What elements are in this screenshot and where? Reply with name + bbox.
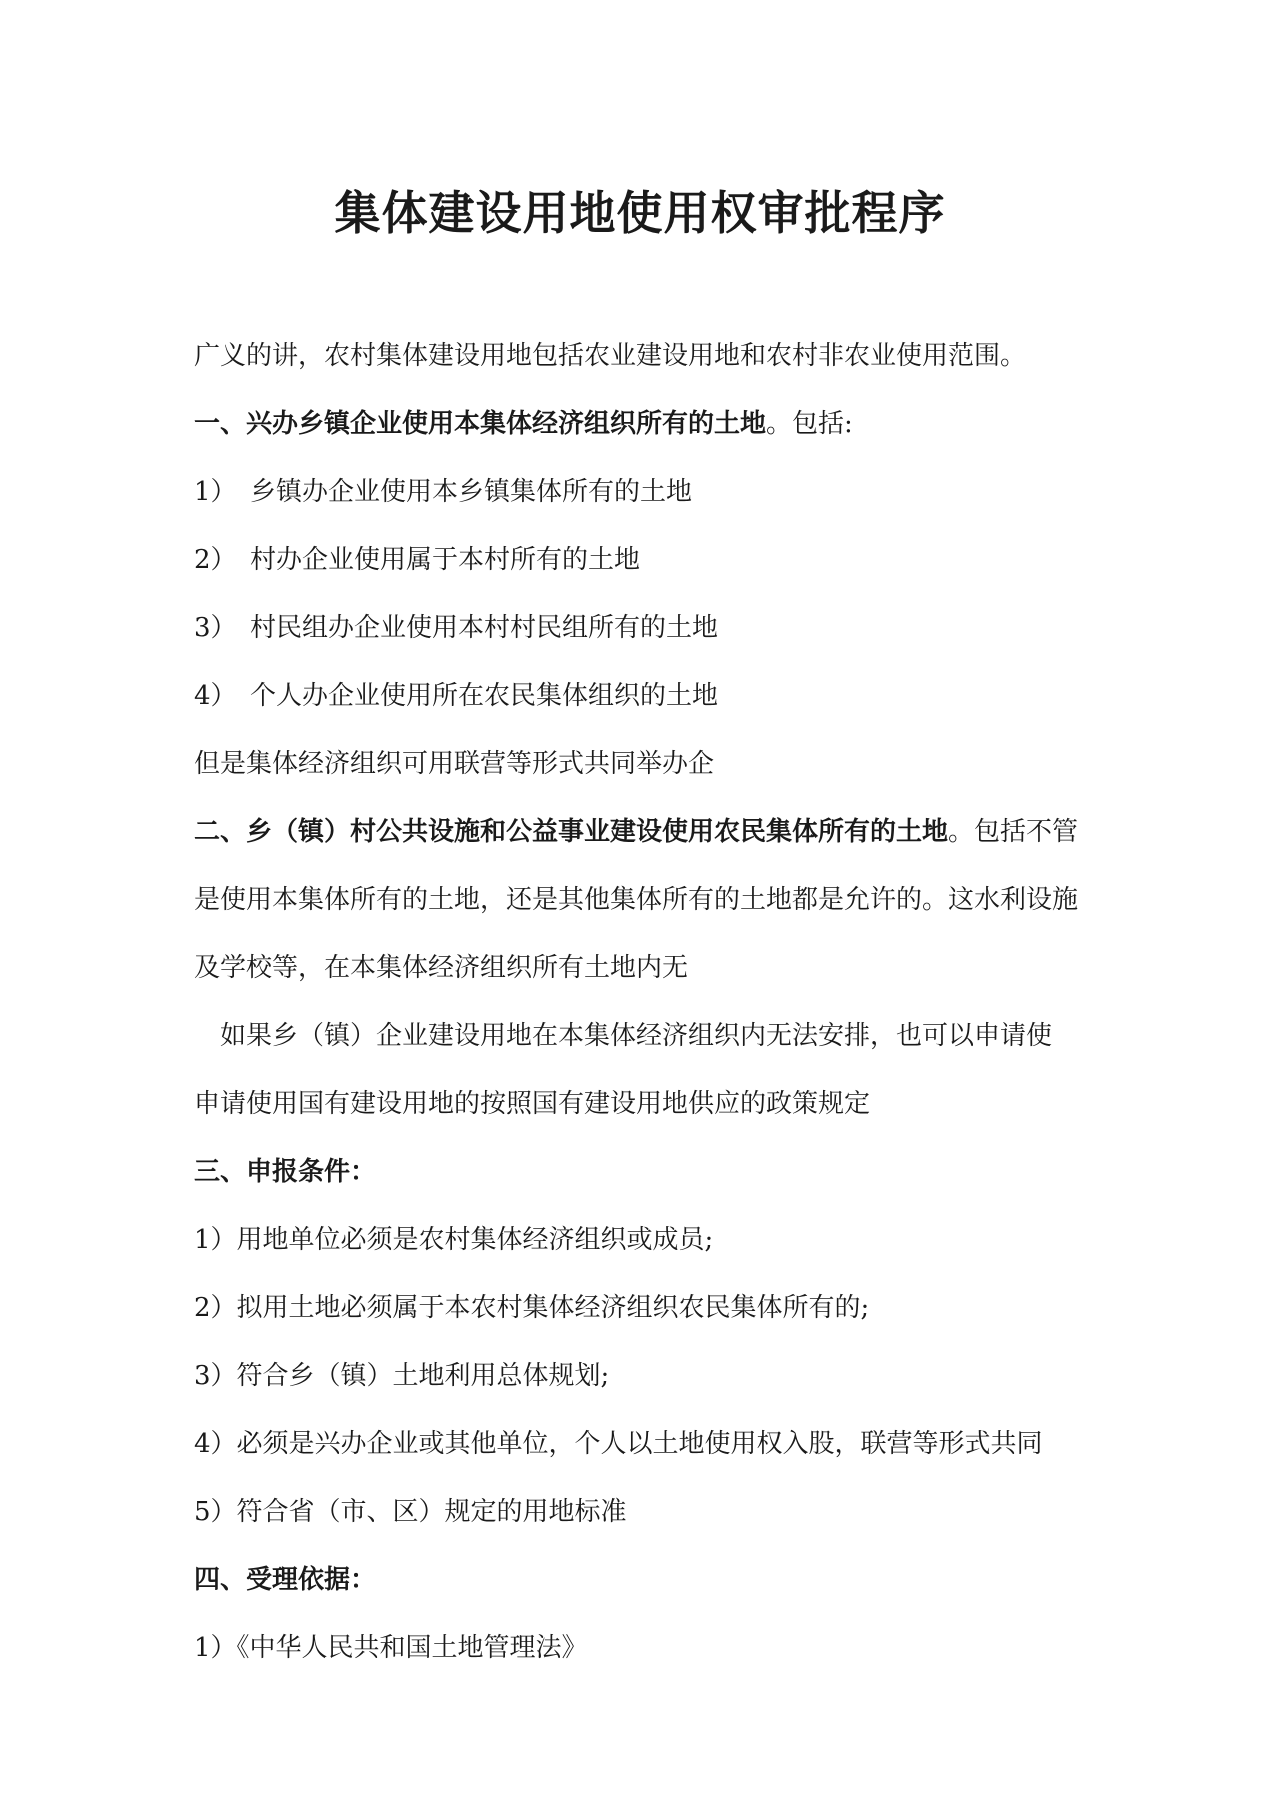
section-1-note: 但是集体经济组织可用联营等形式共同举办企 [194, 749, 715, 779]
item-number: 4） [194, 681, 237, 711]
section-1-item [194, 472, 692, 512]
condition-item: 2）拟用土地必须属于本农村集体经济组织农民集体所有的; [194, 1293, 870, 1323]
section-1-item [194, 540, 640, 580]
section-4-heading: 四、受理依据： [194, 1565, 377, 1595]
condition-item: 5）符合省（市、区）规定的用地标准 [194, 1497, 627, 1527]
section-2-line [194, 812, 1078, 852]
item-text: 乡镇办企业使用本乡镇集体所有的土地 [250, 477, 693, 507]
document-title: 集体建设用地使用权审批程序 [334, 186, 946, 240]
item-text: 村民组办企业使用本村村民组所有的土地 [250, 613, 719, 643]
item-text: 个人办企业使用所在农民集体组织的土地 [250, 681, 719, 711]
item-number: 2） [194, 545, 237, 575]
basis-item: 1）《中华人民共和国土地管理法》 [194, 1633, 588, 1663]
item-number: 3） [194, 613, 237, 643]
item-text: 村办企业使用属于本村所有的土地 [250, 545, 641, 575]
condition-item: 4）必须是兴办企业或其他单位，个人以土地使用权入股，联营等形式共同 [194, 1429, 1043, 1459]
section-2-text: 是使用本集体所有的土地，还是其他集体所有的土地都是允许的。这水利设施 [194, 885, 1079, 915]
section-1-line [194, 404, 853, 444]
section-2-heading: 二、乡（镇）村公共设施和公益事业建设使用农民集体所有的土地 [194, 817, 949, 847]
intro-paragraph: 广义的讲，农村集体建设用地包括农业建设用地和农村非农业使用范围。 [194, 341, 1027, 371]
condition-item: 1）用地单位必须是农村集体经济组织或成员; [194, 1225, 714, 1255]
section-1-heading: 一、兴办乡镇企业使用本集体经济组织所有的土地 [194, 409, 767, 439]
section-2-tail: 。包括不管 [948, 817, 1079, 847]
section-1-item [194, 608, 718, 648]
condition-item: 3）符合乡（镇）土地利用总体规划; [194, 1361, 610, 1391]
section-1-item [194, 676, 718, 716]
item-number: 1） [194, 477, 237, 507]
section-3-heading: 三、申报条件： [194, 1157, 377, 1187]
section-2-paragraph: 申请使用国有建设用地的按照国有建设用地供应的政策规定 [194, 1089, 871, 1119]
section-2-paragraph: 如果乡（镇）企业建设用地在本集体经济组织内无法安排，也可以申请使 [220, 1021, 1053, 1051]
section-2-text: 及学校等，在本集体经济组织所有土地内无 [194, 953, 689, 983]
section-1-tail: 。包括: [766, 409, 853, 439]
